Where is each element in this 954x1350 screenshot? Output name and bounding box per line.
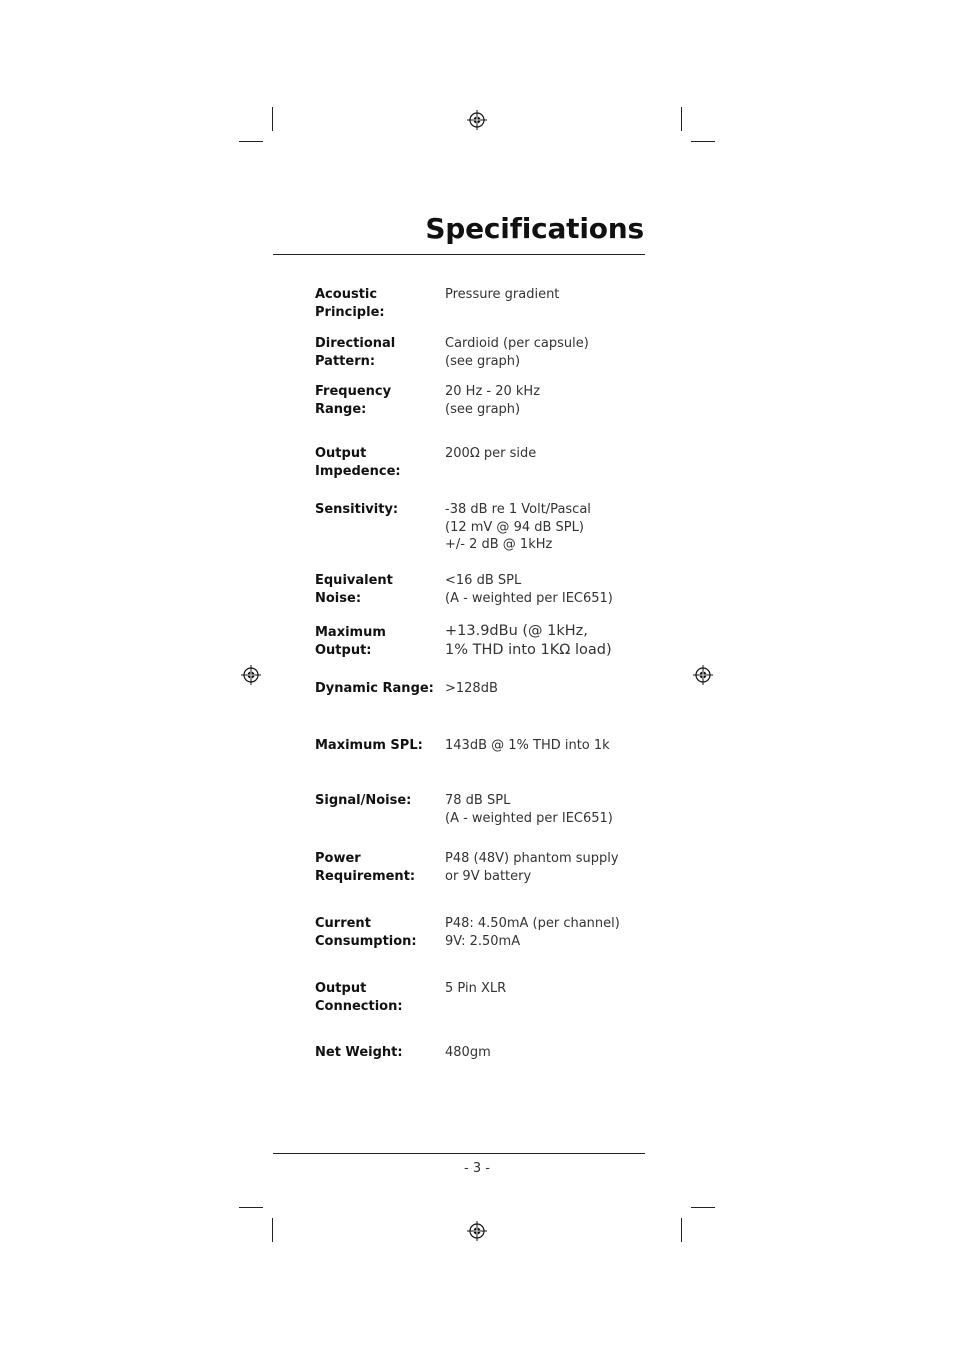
spec-value: +13.9dBu (@ 1kHz, 1% THD into 1KΩ load) [445,623,612,658]
spec-value: 143dB @ 1% THD into 1k [445,738,610,753]
spec-value: -38 dB re 1 Volt/Pascal (12 mV @ 94 dB SPL) +/- 2 dB @ 1kHz [445,502,591,552]
crop-mark [691,141,715,142]
spec-value: >128dB [445,681,498,696]
crop-mark [239,1207,263,1208]
spec-value: 78 dB SPL (A - weighted per IEC651) [445,793,613,826]
spec-label: Dynamic Range: [315,681,434,696]
spec-label: Net Weight: [315,1045,403,1060]
page-number: - 3 - [464,1161,490,1176]
registration-mark-icon [467,110,487,130]
crop-mark [681,107,682,131]
crop-mark [681,1218,682,1242]
footer-divider [273,1153,645,1154]
crop-mark [691,1207,715,1208]
crop-mark [272,1218,273,1242]
spec-label: Power Requirement: [315,851,416,884]
spec-label: Maximum SPL: [315,738,423,753]
spec-label: Maximum Output: [315,625,386,658]
spec-value: 5 Pin XLR [445,981,507,996]
page-title: Specifications [425,212,644,245]
spec-value: 200Ω per side [445,446,537,461]
registration-mark-icon [467,1221,487,1241]
spec-label: Signal/Noise: [315,793,412,808]
spec-value: <16 dB SPL (A - weighted per IEC651) [445,573,613,606]
spec-label: Current Consumption: [315,916,417,949]
spec-label: Output Impedence: [315,446,401,479]
spec-label: Equivalent Noise: [315,573,393,606]
registration-mark-icon [693,665,713,685]
registration-mark-icon [241,665,261,685]
spec-label: Output Connection: [315,981,403,1014]
spec-label: Sensitivity: [315,502,399,517]
spec-value: 480gm [445,1045,491,1060]
spec-value: P48: 4.50mA (per channel) 9V: 2.50mA [445,916,620,949]
spec-label: Frequency Range: [315,384,392,417]
spec-value: Pressure gradient [445,287,560,302]
spec-value: P48 (48V) phantom supply or 9V battery [445,851,619,884]
spec-value: 20 Hz - 20 kHz (see graph) [445,384,541,417]
spec-label: Directional Pattern: [315,336,396,369]
title-divider [273,254,645,255]
spec-value: Cardioid (per capsule) (see graph) [445,336,589,369]
crop-mark [239,141,263,142]
crop-mark [272,107,273,131]
spec-label: Acoustic Principle: [315,287,385,320]
